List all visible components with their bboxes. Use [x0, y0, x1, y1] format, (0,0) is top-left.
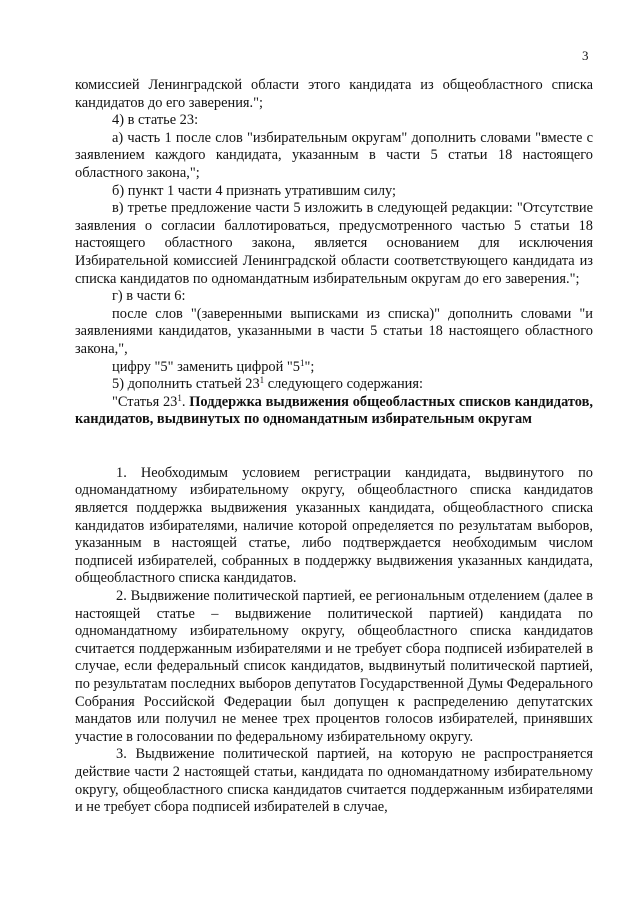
page-number: 3	[582, 48, 589, 63]
article-part-1: 1. Необходимым условием регистрации кандидата, выдвинутого по одномандатному избирательному округу, общеобластного списка кандидатов является поддержка выдвижения указанных кандидата, общеобластного списка кандидатов избирателями, наличие которой определяется по результатам выборов, указанным в настоящей статье, либо подтверждается необходимым числом подписей избирателей, собранных в поддержку выдвижения указанных кандидата, общеобластного списка кандидатов.	[75, 464, 593, 587]
paragraph-item-a: а) часть 1 после слов "избирательным округам" дополнить словами "вместе с заявлением каждого кандидата, указанным в части 5 статьи 18 настоящего областного закона,";	[75, 129, 593, 181]
paragraph-item-5	[75, 376, 593, 394]
text-fragment: следующего содержания:	[264, 376, 423, 393]
superscript: 1	[177, 392, 182, 403]
paragraph-item-b: б) пункт 1 части 4 признать утратившим силу;	[112, 182, 397, 199]
text-fragment: ";	[304, 358, 315, 375]
paragraph-item-g-2	[75, 359, 593, 377]
article-part-2: 2. Выдвижение политической партией, ее региональным отделением (далее в настоящей статье – выдвижение политической партией) кандидата по одномандатному избирательному округу, общеобластного списка кандидатов считается поддержанным избирателями и не требует сбора подписей избирателей в случае, если федеральный список кандидатов, выдвинутый политической партией, по результатам последних выборов депутатов Государственной Думы Федерального Собрания Российской Федерации был допущен к распределению депутатских мандатов или получил не менее трех процентов голосов избирателей, принявших участие в голосовании по федеральному избирательному округу.	[75, 588, 593, 745]
document-body	[75, 77, 593, 817]
text-fragment: .	[181, 393, 190, 410]
text-fragment: 5) дополнить статьей 23	[112, 376, 260, 393]
paragraph-item-4: 4) в статье 23:	[112, 112, 199, 129]
article-title: Поддержка выдвижения общеобластных списков кандидатов, кандидатов, выдвинутых по одномандатным избирательным округам	[75, 393, 593, 428]
paragraph-item-g: г) в части 6:	[112, 288, 186, 305]
text-fragment: цифру "5" заменить цифрой "5	[112, 358, 300, 375]
article-part-3: 3. Выдвижение политической партией, на которую не распространяется действие части 2 настоящей статьи, кандидата по одномандатному избирательному округу, общеобластного списка кандидатов считается поддержанным избирателями и не требует сбора подписей избирателей в случае,	[75, 746, 593, 816]
paragraph-continuation: комиссией Ленинградской области этого кандидата из общеобластного списка кандидатов до его заверения.";	[75, 77, 593, 111]
paragraph-item-g-1: после слов "(заверенными выписками из списка)" дополнить словами "и заявлениями кандидатов, указанными в части 5 статьи 18 настоящего областного закона,",	[75, 305, 593, 357]
paragraph-item-v: в) третье предложение части 5 изложить в следующей редакции: "Отсутствие заявления о согласии баллотироваться, предусмотренного частью 5 статьи 18 настоящего областного закона, является основанием для исключения Избирательной комиссией Ленинградской области соответствующего кандидата из списка кандидатов по одномандатным избирательным округам до его заверения.";	[75, 200, 593, 287]
article-number: "Статья 23	[112, 393, 178, 410]
superscript: 1	[299, 357, 305, 368]
article-heading	[75, 394, 593, 429]
superscript: 1	[259, 375, 265, 386]
